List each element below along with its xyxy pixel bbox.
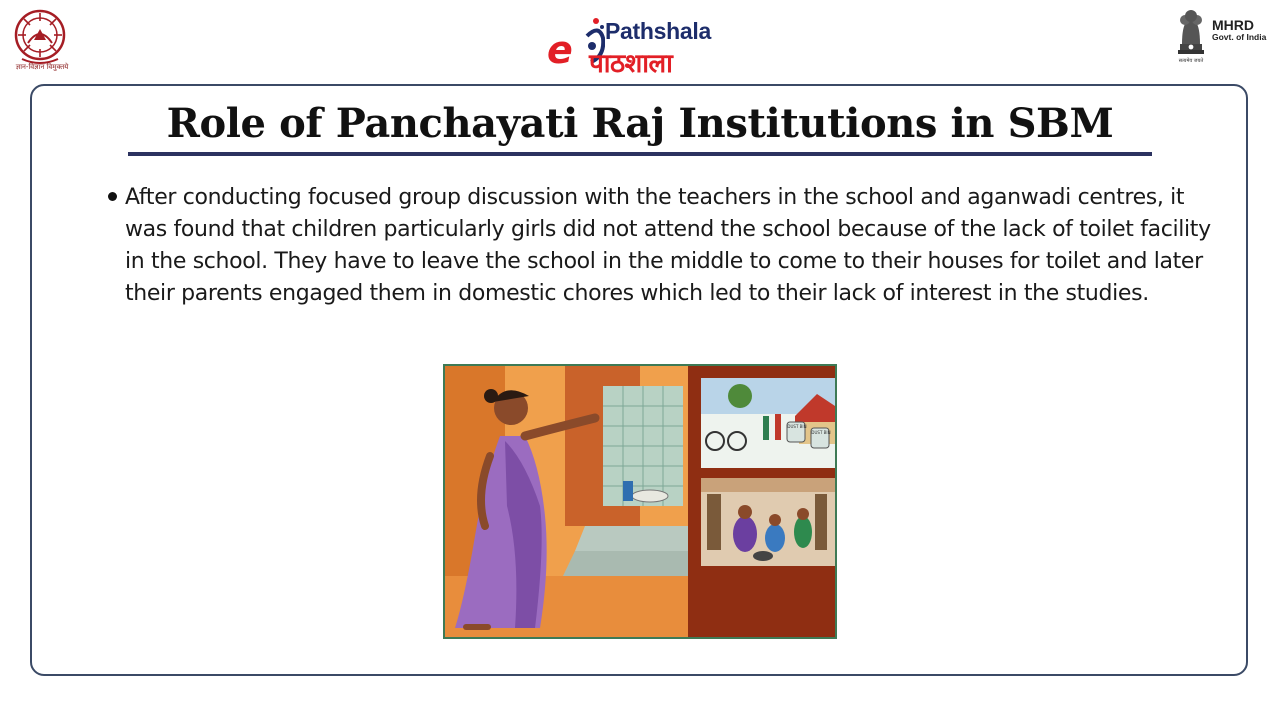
cooking-pot	[753, 551, 773, 561]
ministry-title: MHRD	[1212, 17, 1254, 33]
pillar	[707, 494, 721, 550]
villager	[763, 416, 769, 440]
step-1	[575, 526, 688, 551]
bullet-item	[108, 182, 1218, 310]
sanitation-illustration	[443, 364, 837, 639]
illustration-canvas	[445, 366, 835, 637]
dust-bin-label-1: DUST BIN	[787, 424, 807, 429]
title-underline	[128, 152, 1152, 156]
ugc-logo-caption: ज्ञान-विज्ञान विमुक्तये	[15, 63, 69, 71]
toilet-pan	[632, 490, 668, 502]
ashoka-emblem-icon	[1172, 8, 1210, 64]
tree	[728, 384, 752, 408]
ministry-subtitle: Govt. of India	[1212, 31, 1267, 42]
slide-title: Role of Panchayati Raj Institutions in SBM	[166, 100, 1114, 147]
dust-bin-label-2: DUST BIN	[811, 430, 831, 435]
bullet-dot-icon	[108, 192, 117, 201]
emblem-caption: सत्यमेव जयते	[1178, 58, 1204, 64]
bullet-list	[108, 182, 1218, 310]
boy-figure	[794, 516, 812, 548]
brand-devanagari: पाठशाला	[589, 49, 673, 79]
brand-prefix: e	[547, 28, 573, 72]
water-mug	[623, 481, 633, 501]
bullet-text: After conducting focused group discussion with the teachers in the school and aganwadi centres, it was found that children particularly girls did not attend the school because of the lack of toilet facility in the school. They have to leave the school in the middle to come to their houses for toilet and later their parents engaged them in domestic chores which led to their lack of interest in the studies.	[125, 185, 1211, 306]
child-figure	[765, 524, 785, 552]
brand-latin: Pathshala	[605, 18, 711, 44]
girl-washing	[733, 516, 757, 552]
page-header	[0, 0, 1280, 82]
step-2	[563, 551, 688, 576]
ministry-name	[1212, 18, 1266, 42]
epathshala-logo	[545, 10, 735, 79]
